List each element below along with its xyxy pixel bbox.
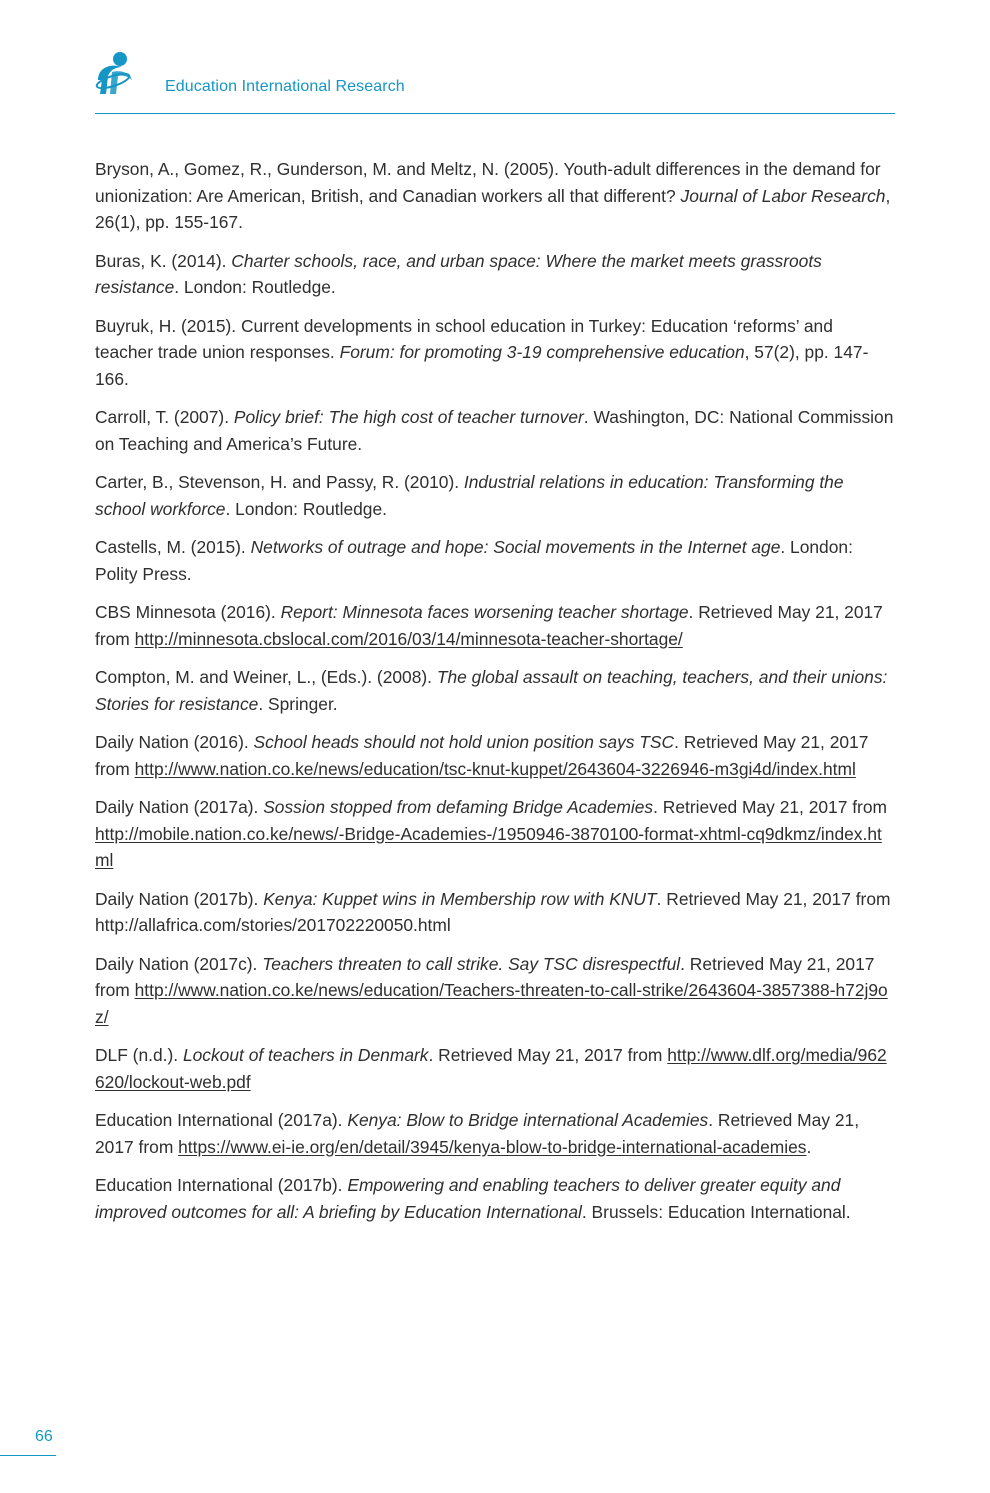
reference-link[interactable]: http://www.nation.co.ke/news/education/tsc-knut-kuppet/2643604-3226946-m3gi4d/index.html [134, 758, 856, 779]
reference-title: Kenya: Blow to Bridge international Academies [347, 1110, 709, 1130]
reference-entry [95, 1042, 895, 1095]
reference-entry [95, 404, 895, 457]
reference-authors-year: DLF (n.d.). [95, 1045, 183, 1065]
reference-authors-year: Daily Nation (2016). [95, 732, 254, 752]
reference-publication-info: . Retrieved May 21, 2017 from [95, 602, 883, 649]
page-number: 66 [35, 1428, 53, 1445]
reference-authors-year: Daily Nation (2017a). [95, 797, 264, 817]
reference-title: Policy brief: The high cost of teacher turnover [233, 407, 584, 427]
reference-entry [95, 886, 895, 939]
reference-entry [95, 248, 895, 301]
footer-divider [0, 1455, 56, 1456]
reference-title: The global assault on teaching, teachers, and their unions: Stories for resistance [95, 667, 888, 714]
reference-link[interactable]: http://www.dlf.org/media/962620/lockout-web.pdf [95, 1045, 887, 1092]
reference-publication-info: . Retrieved May 21, 2017 from [428, 1045, 668, 1065]
reference-publication-info: . Retrieved May 21, 2017 from [95, 953, 875, 1000]
reference-publication-info: . Brussels: Education International. [581, 1201, 851, 1222]
reference-entry [95, 1172, 895, 1225]
reference-publication-info: . London: Polity Press. [95, 537, 853, 584]
header-divider [95, 113, 895, 114]
reference-publication-info: . Retrieved May 21, 2017 from [95, 732, 869, 779]
reference-title: Teachers threaten to call strike. Say TSC disrespectful [262, 953, 681, 974]
header-title: Education International Research [165, 78, 405, 95]
reference-authors-year: Buras, K. (2014). [95, 250, 232, 271]
reference-publication-info: . Springer. [258, 693, 338, 714]
reference-publication-info: . Washington, DC: National Commission on Teaching and America’s Future. [95, 407, 894, 454]
reference-entry [95, 313, 895, 393]
reference-title: Kenya: Kuppet wins in Membership row with KNUT [263, 888, 657, 909]
reference-list [95, 156, 895, 1237]
reference-title: Empowering and enabling teachers to deliver greater equity and improved outcomes for all: A briefing by Education International [95, 1175, 841, 1222]
reference-title: School heads should not hold union position says TSC [253, 732, 675, 752]
reference-entry [95, 1107, 895, 1160]
reference-link[interactable]: http://www.nation.co.ke/news/education/Teachers-threaten-to-call-strike/2643604-3857388-h72j9oz/ [95, 980, 888, 1027]
reference-title: Sossion stopped from defaming Bridge Academies [263, 797, 654, 817]
reference-link[interactable]: https://www.ei-ie.org/en/detail/3945/kenya-blow-to-bridge-international-academies [178, 1136, 807, 1157]
reference-publication-info: . Retrieved May 21, 2017 from [95, 1110, 860, 1157]
reference-entry [95, 664, 895, 717]
reference-publication-info: , 57(2), pp. 147-166. [95, 342, 869, 389]
reference-title: Charter schools, race, and urban space: Where the market meets grassroots resistance [95, 250, 822, 297]
reference-authors-year: Carter, B., Stevenson, H. and Passy, R. (2010). [95, 472, 464, 492]
reference-authors-year: Education International (2017b). [95, 1175, 348, 1195]
reference-authors-year: Castells, M. (2015). [95, 537, 251, 557]
reference-authors-year: Daily Nation (2017b). [95, 888, 264, 909]
reference-publication-info: . Retrieved May 21, 2017 from http://allafrica.com/stories/201702220050.html [95, 888, 891, 935]
education-international-logo-icon [92, 50, 138, 98]
page-header [0, 0, 990, 120]
reference-entry [95, 794, 895, 874]
reference-title: Industrial relations in education: Transforming the school workforce [95, 472, 844, 519]
reference-entry [95, 469, 895, 522]
reference-entry [95, 534, 895, 587]
reference-authors-year: Buyruk, H. (2015). Current developments in school education in Turkey: Education ‘reforms’ and teacher trade union responses. [95, 315, 833, 362]
reference-entry [95, 599, 895, 652]
reference-title: Forum: for promoting 3-19 comprehensive education [339, 342, 745, 362]
reference-link[interactable]: http://minnesota.cbslocal.com/2016/03/14/minnesota-teacher-shortage/ [134, 628, 683, 649]
reference-title: Report: Minnesota faces worsening teacher shortage [280, 602, 689, 622]
reference-authors-year: CBS Minnesota (2016). [95, 602, 281, 622]
reference-entry [95, 156, 895, 236]
reference-title: Lockout of teachers in Denmark [182, 1045, 429, 1065]
reference-link[interactable]: http://mobile.nation.co.ke/news/-Bridge-Academies-/1950946-3870100-format-xhtml-cq9dkmz/index.html [95, 823, 882, 870]
reference-title: Journal of Labor Research [680, 185, 886, 206]
reference-publication-info: . London: Routledge. [225, 498, 387, 519]
reference-trailing-punctuation: . [806, 1136, 812, 1157]
reference-authors-year: Daily Nation (2017c). [95, 953, 263, 974]
reference-publication-info: , 26(1), pp. 155-167. [95, 185, 891, 232]
reference-publication-info: . London: Routledge. [174, 277, 336, 297]
reference-publication-info: . Retrieved May 21, 2017 from [653, 797, 888, 817]
reference-authors-year: Carroll, T. (2007). [95, 407, 234, 427]
reference-authors-year: Compton, M. and Weiner, L., (Eds.). (2008). [95, 667, 437, 687]
reference-authors-year: Bryson, A., Gomez, R., Gunderson, M. and Meltz, N. (2005). Youth-adult differences in the demand for unionization: Are American, British, and Canadian workers all that different? [95, 159, 881, 206]
reference-entry [95, 729, 895, 782]
reference-entry [95, 951, 895, 1031]
reference-title: Networks of outrage and hope: Social movements in the Internet age [250, 537, 781, 557]
reference-authors-year: Education International (2017a). [95, 1110, 348, 1130]
